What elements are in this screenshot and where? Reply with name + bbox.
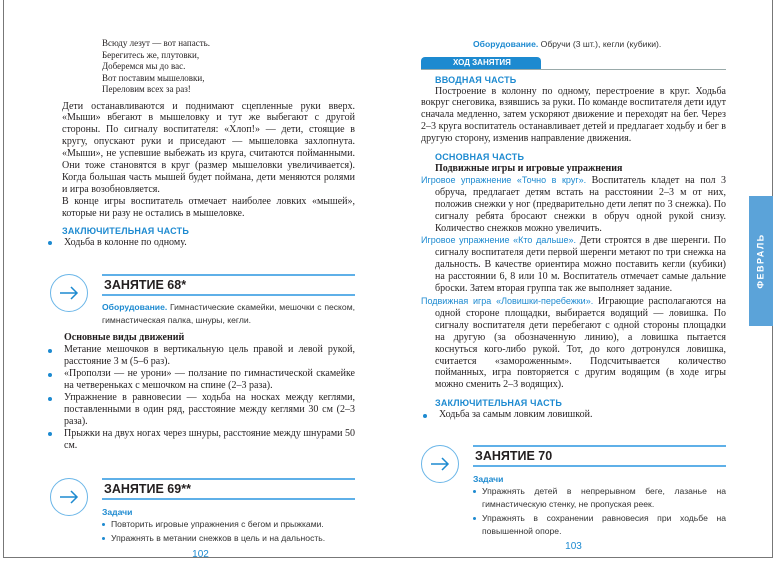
tasks-list [102,518,355,545]
list-item: Метание мешочков в вертикальную цель правой и левой рукой, расстояние 3 м (5–6 раз). [46,344,355,368]
left-page [46,38,355,561]
arrow-right-icon [59,490,79,504]
tasks-heading: Задачи [473,474,504,485]
lesson-body [102,274,355,326]
list-item: Упражнять в метании снежков в цель и на дальность. [102,532,355,545]
movements-list [46,344,355,451]
equipment-text: Гимнастические скамейки, мешочки с песком, гимнастическая палка, шнуры, кегли. [102,302,355,325]
equipment-label: Оборудование. [102,302,168,313]
arrow-circle-icon [50,274,88,312]
game-name: Игровое упражнение «Кто дальше». [421,235,577,246]
month-label: ФЕВРАЛЬ [756,233,767,289]
section-heading-main: ОСНОВНАЯ ЧАСТЬ [435,152,525,163]
verse [102,38,355,96]
arrow-circle-icon [50,478,88,516]
progress-tab-row [421,57,726,70]
right-page [421,38,726,553]
games-list [421,175,726,391]
equipment [473,38,726,51]
game-name: Подвижная игра «Ловишки-перебежки». [421,296,594,306]
equipment [102,301,355,326]
verse-line: Вот поставим мышеловки, [102,72,205,83]
game-item [421,235,726,295]
verse-line: Переловим всех за раз! [102,84,191,94]
paragraph: В конце игры воспитатель отмечает наиболее ловких «мышей», которые ни разу не остались в мышеловке. [62,195,355,219]
main-subheading: Подвижные игры и игровые упражнения [435,163,623,175]
arrow-circle-icon [421,445,459,483]
section-heading-final: ЗАКЛЮЧИТЕЛЬНАЯ ЧАСТЬ [435,398,562,409]
verse-line: Берегитесь же, плутовки, [102,49,200,60]
list-item: «Проползи — не урони» — ползание по гимнастической скамейке на четвереньках с мешочком на спине (2–3 раза). [46,368,355,392]
arrow-right-icon [430,457,450,471]
game-text: Играющие располагаются на одной стороне площадки, выбирается водящий — ловишка. По сигналу воспитателя дети перебегают с одной стороны площадки на другую (за обозначенную линию), а ловишка пытается коснуться кого-либо рукой. Тот, до кого дотронулся ловишка, считается «замороженным». Подсчитывается количество пойманных, игра повторяется с другим водящим (в ходе игры можно сменить 2–3 водящих). [435,296,726,391]
equipment-label: Оборудование. [473,39,539,49]
list-item: Упражнять детей в непрерывном беге, лазанье на гимнастическую стенку, не пропуская реек. [473,485,726,510]
list-item: Упражнение в равновесии — ходьба на носках между кеглями, поставленными в один ряд, расстояние между кеглями 30 см (2–3 раза). [46,392,355,428]
game-item [421,296,726,391]
paragraph: Дети останавливаются и поднимают сцепленные руки вверх. «Мыши» вбегают в мышеловку и тут же выбегают с другой стороны. По сигналу воспитателя: «Хлоп!» — дети, стоящие в кругу, опускают руки и приседают — мышеловка захлопнута. «Мыши», не успевшие выбежать из круга, считаются пойманными. Они тоже становятся в круг (размер мышеловки увеличивается). Когда большая часть мышей будет поймана, дети меняются ролями и игра возобновляется. [62,100,355,195]
lesson-68 [50,274,355,326]
game-description [62,101,355,220]
list-item: Прыжки на двух ногах через шнуры, расстояние между шнурами 50 см. [46,428,355,452]
movements-heading: Основные виды движений [64,332,185,344]
page-number: 103 [565,541,582,553]
lesson-title: ЗАНЯТИЕ 69** [102,478,355,500]
verse-line: Доберемся мы до вас. [102,61,186,71]
equipment-text: Обручи (3 шт.), кегли (кубики). [538,39,662,49]
lesson-title: ЗАНЯТИЕ 70 [473,445,726,467]
arrow-right-icon [59,286,79,300]
page-number: 102 [192,548,209,560]
month-side-tab [749,196,773,326]
lesson-body [473,445,726,537]
intro-text: Построение в колонну по одному, перестроение в круг. Ходьба вокруг снеговика, взявшись за руки. По команде воспитателя дети идут сначала медленно, затем ускоряют движение и переходят на бег. Через 2–3 круга воспитатель останавливает детей и предлагает ходьбу и бег в другую сторону, изменив направление движения. [421,85,726,145]
tasks-heading: Задачи [102,506,133,517]
lesson-69 [50,478,355,545]
game-name: Игровое упражнение «Точно в круг». [421,174,587,185]
lesson-body [102,478,355,545]
verse-line: Всюду лезут — вот напасть. [102,38,211,48]
game-text: Воспитатель кладет на пол 3 обруча, предлагает детям встать на расстоянии 2–3 м от них, положив снежки у ног (предварительно дети лепят по 3 снежка). По сигналу ребята бросают снежки в обруч одной рукой снизу. Количество снежков можно увеличить. [435,174,726,234]
list-item: Ходьба в колонне по одному. [46,237,355,249]
list-item: Повторить игровые упражнения с бегом и прыжками. [102,518,355,531]
lesson-title: ЗАНЯТИЕ 68* [102,274,355,296]
lesson-70 [421,445,726,537]
list-item: Упражнять в сохранении равновесия при ходьбе на повышенной опоре. [473,512,726,537]
game-text: Дети строятся в две шеренги. По сигналу воспитателя дети первой шеренги метают по три снежка на дальность. В качестве ориентира можно поставить кегли (кубики) на расстоянии 6, 8 или 10 м. Воспитатель отмечает самые дальние броски. Затем вторая группа так же выполняет задание. [435,235,726,295]
tasks-list [473,485,726,537]
section-heading-intro: ВВОДНАЯ ЧАСТЬ [435,74,517,85]
list-item: Ходьба за самым ловким ловишкой. [421,409,726,421]
progress-tab: ХОД ЗАНЯТИЯ [421,57,541,69]
section-heading-final: ЗАКЛЮЧИТЕЛЬНАЯ ЧАСТЬ [62,225,189,236]
game-item [421,175,726,235]
